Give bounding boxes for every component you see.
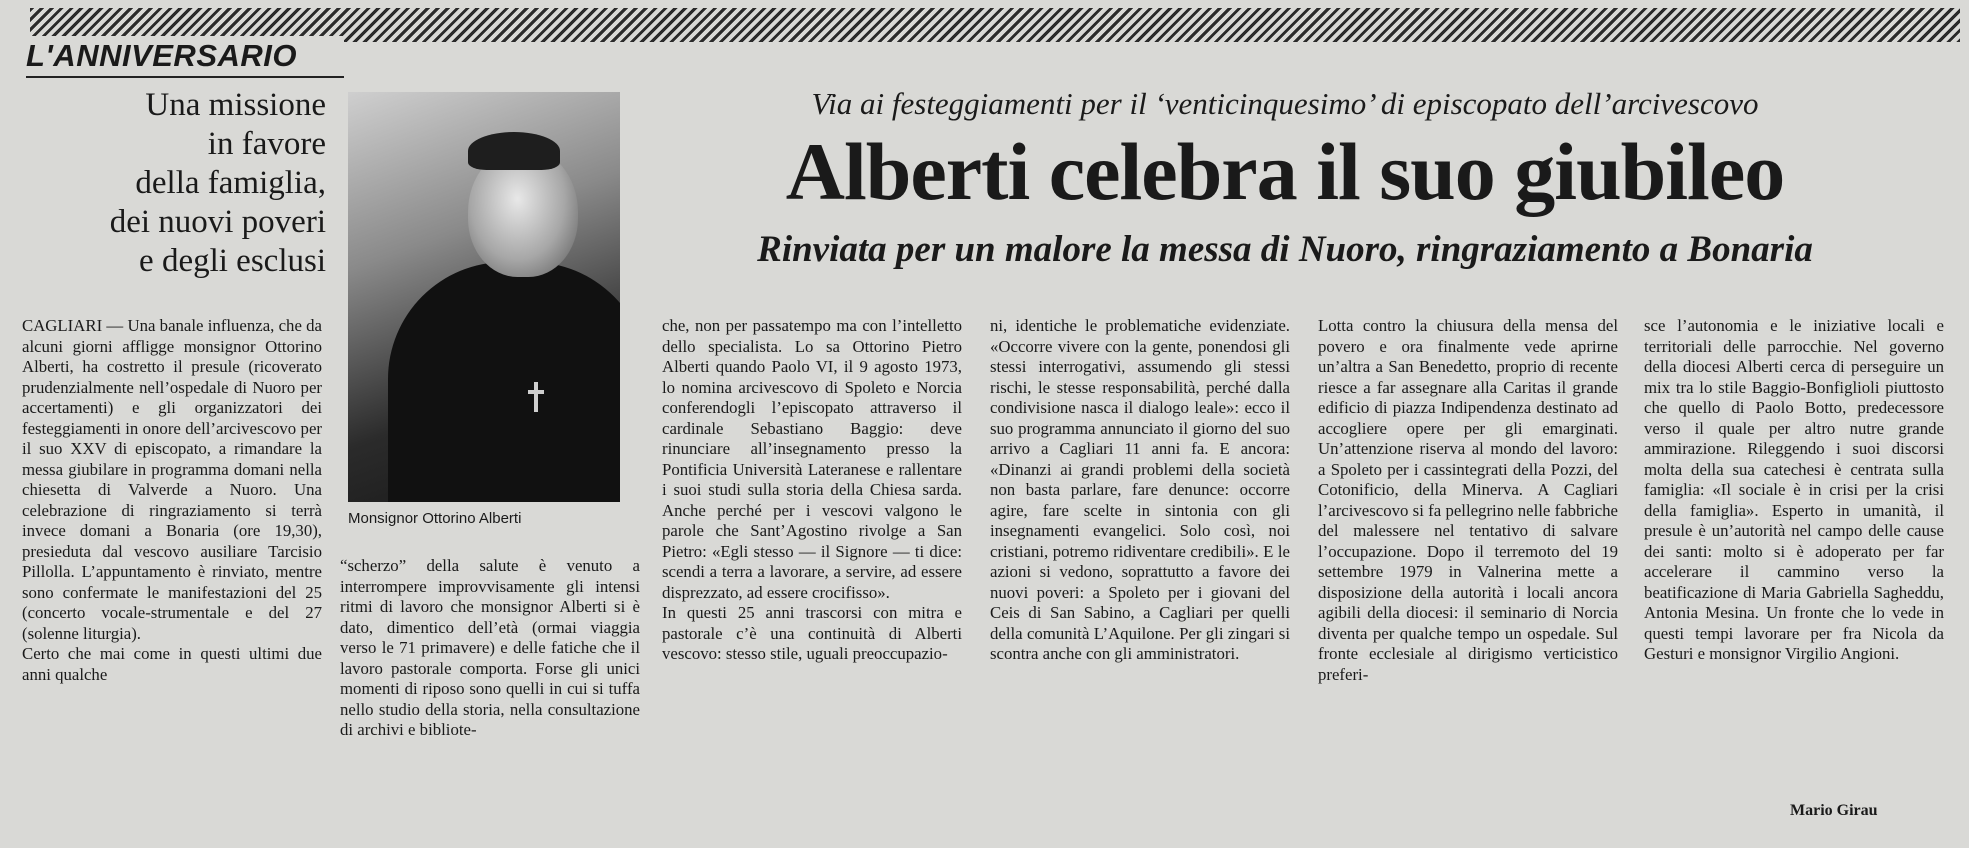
kicker-line: in favore	[207, 126, 326, 162]
article-column-5: Lotta contro la chiusura della mensa del povero e ora finalmente vede aprirne un’altra a San Benedetto, proprio di recente riesce a far assegnare alla Caritas il grande edificio di piazza Indipendenza destinato ad accogliere opere per gli emarginati. Un’attenzione riserva al mondo del lavoro: a Spoleto per i cassintegrati della Pozzi, del Cotonificio, della Minerva. A Cagliari l’arcivescovo si fa pellegrino nelle fabbriche del malessere nel tentativo di salvare l’occupazione. Dopo il terremoto del 19 settembre 1979 in Valnerina mette a disposizione della autorità i locali ancora agibili della diocesi: il seminario di Norcia diventa per qualche tempo un ospedale. Sul fronte ecclesiale al dirigismo verticistico preferi-	[1318, 316, 1618, 684]
kicker-line: Una missione	[145, 87, 326, 123]
article-column-1: CAGLIARI — Una banale influenza, che da alcuni giorni affligge monsignor Ottorino Alberti, ha costretto il presule (ricoverato prudenzialmente nell’ospedale di Nuoro per accertamenti) e gli organizzatori dei festeggiamenti in onore dell’arcivescovo per il suo XXV di episcopato, a rimandare la messa giubilare in programma domani nella chiesetta di Valverde a Nuoro. Una celebrazione di ringraziamento si terrà invece domani a Bonaria (ore 19,30), presieduta dal vescovo ausiliare Tarcisio Pillolla. L’appuntamento è rinviato, mentre sono confermate le manifestazioni del 25 (concerto vocale-strumentale e del 27 (solenne liturgia). Certo che mai come in questi ultimi due anni qualche	[22, 316, 322, 684]
kicker-line: e degli esclusi	[139, 243, 326, 279]
photo-cap-shape	[468, 132, 560, 170]
photo-robe-shape	[388, 262, 620, 502]
kicker-line: della famiglia,	[135, 165, 326, 201]
pectoral-cross-icon	[526, 382, 546, 412]
subheadline: Rinviata per un malore la messa di Nuoro, ringraziamento a Bonaria	[757, 229, 1813, 270]
author-signature: Mario Girau	[1790, 802, 1878, 819]
kicker-line: dei nuovi poveri	[109, 204, 326, 240]
article-column-6: sce l’autonomia e le iniziative locali e territoriali delle parrocchie. Nel governo della diocesi Alberti cerca di perseguire un mix tra lo stile Baggio-Bonfiglioli piuttosto che quello di Paolo Botto, predecessore verso il quale per altro nutre grande ammirazione. Rileggendo i suoi discorsi molta della sua catechesi è centrata sulla famiglia: «Il sociale è in crisi per la crisi della famiglia». Esperto in umanità, il presule è un’autorità nel campo delle cause dei santi: molto si è adoperato per far accelerare il cammino verso la beatificazione di Maria Gabriella Sagheddu, Antonia Mesina. Un fronte che lo vede in questi tempi lavorare per fra Nicola da Gesturi e monsignor Virgilio Angioni.	[1644, 316, 1944, 663]
photo-caption: Monsignor Ottorino Alberti	[348, 510, 522, 527]
article-column-4: ni, identiche le problematiche evidenziate. «Occorre vivere con la gente, ponendosi gli stessi interrogativi, assumendo gli stessi rischi, le stesse responsabilità, perché dalla condivisione nasca il dialogo leale»: ecco il suo programma annunciato il giorno del suo arrivo a Cagliari 11 anni fa. E ancora: «Dinanzi ai grandi problemi della società non basta parlare, fare denunce: occorre agire, fare scelte in sintonia con gli insegnamenti evangelici. Solo così, noi cristiani, potremo ridiventare credibili». E le azioni si vedono, soprattutto a favore dei nuovi poveri: a Spoleto per i giovani del Ceis di San Sabino, a Cagliari per quelli della comunità L’Aquilone. Per gli zingari si scontra anche con gli amministratori.	[990, 316, 1290, 663]
article-column-2: “scherzo” della salute è venuto a interrompere improvvisamente gli intensi ritmi di lavoro che monsignor Alberti si è dato, dimentico dell’età (ormai viaggia verso le 71 primavere) e delle fatiche che il lavoro pastorale comporta. Forse gli unici momenti di riposo sono quelli in cui si tuffa nello studio della storia, nella consultazione di archivi e bibliote-	[340, 556, 640, 739]
portrait-photo	[348, 92, 620, 502]
section-rubric: L'ANNIVERSARIO	[26, 36, 344, 76]
headline: Alberti celebra il suo giubileo	[785, 126, 1785, 217]
rubric-underline	[26, 76, 344, 78]
overline: Via ai festeggiamenti per il ‘venticinquesimo’ di episcopato dell’arcivescovo	[811, 86, 1759, 121]
article-column-3: che, non per passatempo ma con l’intelletto dello specialista. Lo sa Ottorino Pietro Alberti quando Paolo VI, il 9 agosto 1973, lo nomina arcivescovo di Spoleto e Norcia conferendogli l’episcopato attraverso il cardinale Sebastiano Baggio: deve rinunciare all’insegnamento presso la Pontificia Università Lateranese e rallentare i suoi studi sulla storia della Chiesa sarda. Anche perché per i vescovi valgono le parole che Sant’Agostino rivolge a San Pietro: «Egli stesso — il Signore — ti dice: scendi a terra a lavorare, a servire, ad essere disprezzato, ad essere crocifisso». In questi 25 anni trascorsi con mitra e pastorale c’è una continuità di Alberti vescovo: stesso stile, uguali preoccupazio-	[662, 316, 962, 663]
side-kicker	[96, 86, 326, 281]
